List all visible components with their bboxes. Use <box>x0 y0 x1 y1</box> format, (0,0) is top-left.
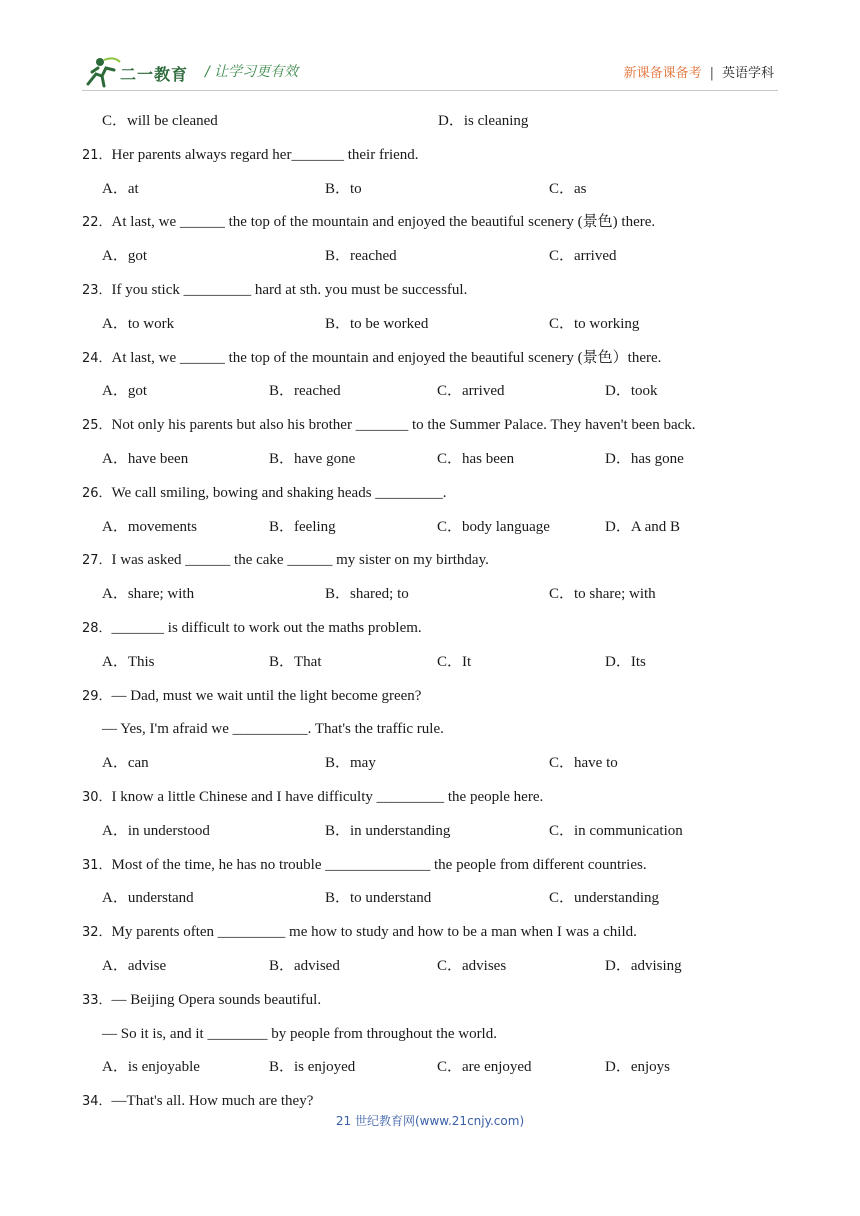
question-text: Not only his parents but also his brother <box>111 417 356 434</box>
option-c: C．arrived <box>549 248 617 265</box>
option-a: A．got <box>102 248 148 265</box>
question-text: — Yes, I'm afraid we <box>102 721 233 738</box>
answer-blank: ______ <box>185 552 231 569</box>
question-text: . <box>442 484 447 501</box>
question-stem <box>82 409 782 443</box>
question-stem <box>82 612 782 646</box>
option-c: C．have to <box>549 755 618 772</box>
option-c: C．It <box>437 653 472 670</box>
option-a: A．understand <box>102 890 194 907</box>
slogan: / 让学习更有效 <box>205 64 299 80</box>
option-d: D．enjoys <box>605 1059 670 1076</box>
question-number: 33． <box>82 992 112 1008</box>
option-a: A．This <box>102 653 155 670</box>
question-text: . That's the traffic rule. <box>307 721 444 738</box>
option-c: C．advises <box>437 957 507 974</box>
question-text: by people from throughout the world. <box>267 1025 497 1042</box>
answer-blank: _______ <box>355 417 409 434</box>
header-subject-label: 英语学科 <box>721 66 774 81</box>
answer-blank: _________ <box>375 484 443 501</box>
question-text: If you stick <box>111 281 184 298</box>
option-c: C．has been <box>437 450 515 467</box>
header-course-label: 新课备课备考 <box>623 66 702 81</box>
question-text: We call smiling, bowing and shaking heads <box>111 484 376 501</box>
question-text: their friend. <box>343 146 419 163</box>
header-divider <box>82 90 778 91</box>
question-text: my sister on my birthday. <box>332 552 489 569</box>
question-stem <box>82 544 782 578</box>
option-c: C．to share; with <box>549 586 656 603</box>
answer-blank: __________ <box>232 721 308 738</box>
question-number: 31． <box>82 857 112 873</box>
question-number: 22． <box>82 215 112 231</box>
question-number: 21． <box>82 147 112 163</box>
question-stem <box>82 206 782 240</box>
options-row <box>82 646 782 680</box>
options-row <box>82 950 782 984</box>
option-c: C．as <box>549 180 587 197</box>
answer-blank: _________ <box>217 924 286 941</box>
question-number: 24． <box>82 350 112 366</box>
prev-options-row <box>82 105 782 139</box>
question-number: 28． <box>82 620 112 636</box>
question-text: Most of the time, he has no trouble <box>111 856 326 873</box>
question-number: 30． <box>82 789 112 805</box>
option-b: B．advised <box>269 957 340 974</box>
option-a: A．at <box>102 180 139 197</box>
question-reply <box>82 713 782 747</box>
option-a: A．can <box>102 755 149 772</box>
question-text: the cake <box>230 552 288 569</box>
question-text: me how to study and how to be a man when I was a child. <box>285 924 637 941</box>
option-d: D．has gone <box>605 450 684 467</box>
question-stem <box>82 781 782 815</box>
options-row <box>82 578 782 612</box>
option-d: D．took <box>605 383 658 400</box>
question-text: — Dad, must we wait until the light become green? <box>111 687 422 704</box>
answer-blank: ________ <box>207 1025 268 1042</box>
option-c: C．will be cleaned <box>102 113 218 129</box>
option-a: A．got <box>102 383 148 400</box>
option-a: A．to work <box>102 315 175 332</box>
question-text: My parents often <box>111 924 218 941</box>
option-d: D．Its <box>605 653 646 670</box>
question-stem <box>82 849 782 883</box>
option-b: B．feeling <box>269 518 336 535</box>
options-row <box>82 375 782 409</box>
question-stem <box>82 984 782 1018</box>
logo-text: 二一教育 <box>120 65 189 84</box>
question-stem <box>82 916 782 950</box>
option-d: D．is cleaning <box>438 113 529 129</box>
question-text: At last, we <box>111 214 180 231</box>
option-b: B．That <box>269 653 322 670</box>
option-b: B．have gone <box>269 450 356 467</box>
question-number: 23． <box>82 282 112 298</box>
question-stem <box>82 274 782 308</box>
option-c: C．understanding <box>549 890 659 907</box>
options-row <box>82 511 782 545</box>
option-b: B．in understanding <box>325 822 451 839</box>
option-b: B．to be worked <box>325 315 429 332</box>
page-footer: 21 世纪教育网(www.21cnjy.com) <box>335 1114 525 1128</box>
option-a: A．in understood <box>102 822 210 839</box>
question-stem <box>82 680 782 714</box>
option-b: B．reached <box>269 383 341 400</box>
question-stem <box>82 139 782 173</box>
question-list <box>82 105 782 1119</box>
question-text: —That's all. How much are they? <box>111 1093 314 1110</box>
option-a: A．advise <box>102 957 167 974</box>
options-row <box>82 308 782 342</box>
question-text: the top of the mountain and enjoyed the beautiful scenery (景色) there. <box>224 214 656 231</box>
option-c: C．in communication <box>549 822 683 839</box>
question-stem <box>82 342 782 376</box>
question-text: the people from different countries. <box>430 856 647 873</box>
question-text: Her parents always regard her <box>111 146 292 163</box>
options-row <box>82 747 782 781</box>
answer-blank: _______ <box>291 146 344 163</box>
option-b: B．may <box>325 755 376 772</box>
option-d: D．advising <box>605 957 682 974</box>
option-b: B．reached <box>325 248 397 265</box>
question-number: 29． <box>82 688 112 704</box>
question-text: — So it is, and it <box>102 1025 208 1042</box>
option-a: A．have been <box>102 450 189 467</box>
question-text: the top of the mountain and enjoyed the beautiful scenery (景色）there. <box>224 349 662 366</box>
question-number: 25． <box>82 418 112 434</box>
header-subject <box>624 62 774 81</box>
option-c: C．are enjoyed <box>437 1059 532 1076</box>
answer-blank: ______________ <box>325 856 431 873</box>
option-b: B．is enjoyed <box>269 1059 356 1076</box>
question-text: At last, we <box>111 349 180 366</box>
option-a: A．is enjoyable <box>102 1059 200 1076</box>
question-text: is difficult to work out the maths problem. <box>164 619 422 636</box>
answer-blank: ______ <box>179 349 225 366</box>
question-text: to the Summer Palace. They haven't been back. <box>408 417 696 434</box>
question-text: I was asked <box>111 552 186 569</box>
answer-blank: ______ <box>287 552 333 569</box>
question-text: — Beijing Opera sounds beautiful. <box>111 991 322 1008</box>
question-text: the people here. <box>444 788 544 805</box>
option-b: B．shared; to <box>325 586 409 603</box>
answer-blank: _________ <box>183 281 252 298</box>
question-text: hard at sth. you must be successful. <box>251 281 468 298</box>
options-row <box>82 443 782 477</box>
question-number: 27． <box>82 553 112 569</box>
option-c: C．to working <box>549 315 640 332</box>
options-row <box>82 240 782 274</box>
question-reply <box>82 1018 782 1052</box>
question-number: 26． <box>82 485 112 501</box>
options-row <box>82 1051 782 1085</box>
option-a: A．share; with <box>102 586 195 603</box>
answer-blank: _______ <box>111 619 165 636</box>
header-separator: | <box>709 66 714 81</box>
option-b: B．to understand <box>325 890 432 907</box>
question-text: I know a little Chinese and I have difficulty <box>111 788 377 805</box>
question-stem <box>82 477 782 511</box>
question-number: 34． <box>82 1094 112 1110</box>
options-row <box>82 815 782 849</box>
options-row <box>82 882 782 916</box>
option-c: C．arrived <box>437 383 505 400</box>
question-number: 32． <box>82 925 112 941</box>
option-d: D．A and B <box>605 518 681 535</box>
options-row <box>82 173 782 207</box>
option-a: A．movements <box>102 518 197 535</box>
answer-blank: _________ <box>376 788 445 805</box>
page-header <box>0 0 860 100</box>
option-b: B．to <box>325 180 362 197</box>
option-c: C．body language <box>437 518 550 535</box>
answer-blank: ______ <box>179 214 225 231</box>
